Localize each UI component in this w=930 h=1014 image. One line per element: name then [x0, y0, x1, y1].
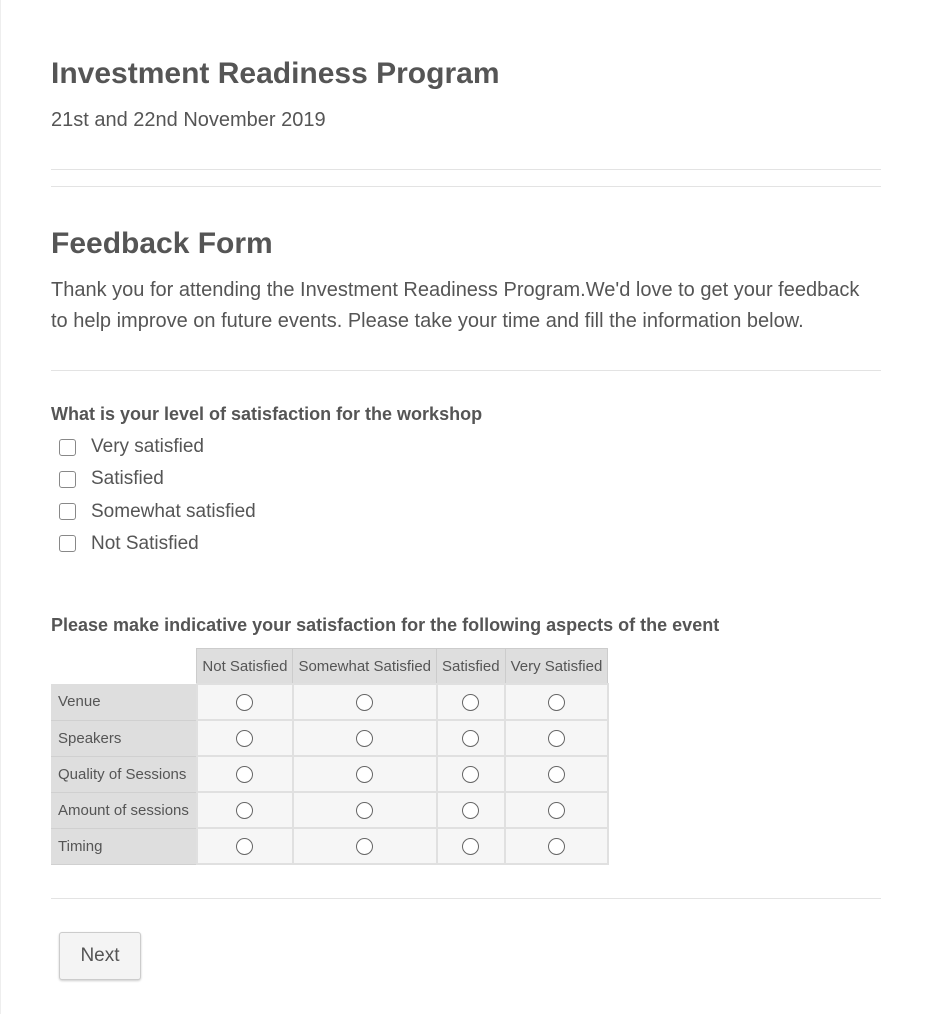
matrix-row: [51, 720, 608, 756]
matrix-cell: [197, 756, 293, 792]
radio-button[interactable]: [236, 838, 253, 855]
matrix-row: [51, 828, 608, 864]
option-label: Satisfied: [91, 468, 164, 490]
row-label: Quality of Sessions: [51, 756, 197, 792]
radio-button[interactable]: [462, 730, 479, 747]
option-label: Not Satisfied: [91, 532, 199, 554]
checkbox[interactable]: [59, 439, 76, 456]
row-label: Venue: [51, 684, 197, 720]
radio-button[interactable]: [236, 730, 253, 747]
matrix-cell: [437, 792, 506, 828]
divider: [51, 169, 881, 170]
row-label: Speakers: [51, 720, 197, 756]
matrix-cell: [505, 684, 608, 720]
radio-button[interactable]: [236, 802, 253, 819]
checkbox[interactable]: [59, 503, 76, 520]
column-header: Very Satisfied: [505, 649, 608, 685]
matrix-cell: [293, 684, 437, 720]
next-button[interactable]: Next: [59, 932, 141, 980]
satisfaction-option[interactable]: [59, 435, 204, 459]
form-intro: Thank you for attending the Investment Readiness Program.We'd love to get your feedback to help improve on future events. Please take your time and fill the information below.: [51, 279, 860, 332]
matrix-cell: [505, 792, 608, 828]
column-header: Not Satisfied: [197, 649, 293, 685]
form-title: Feedback Form: [51, 227, 273, 260]
radio-button[interactable]: [462, 838, 479, 855]
matrix-cell: [293, 828, 437, 864]
matrix-cell: [437, 828, 506, 864]
matrix-row: [51, 792, 608, 828]
matrix-cell: [197, 720, 293, 756]
radio-button[interactable]: [356, 802, 373, 819]
row-label: Amount of sessions: [51, 792, 197, 828]
radio-button[interactable]: [462, 766, 479, 783]
satisfaction-option[interactable]: [59, 500, 256, 524]
matrix-cell: [437, 684, 506, 720]
checkbox[interactable]: [59, 471, 76, 488]
divider: [51, 186, 881, 187]
matrix-cell: [293, 720, 437, 756]
question-satisfaction-label: What is your level of satisfaction for the workshop: [51, 404, 483, 424]
matrix-cell: [293, 756, 437, 792]
radio-button[interactable]: [548, 802, 565, 819]
matrix-cell: [437, 756, 506, 792]
option-label: Somewhat satisfied: [91, 500, 256, 522]
radio-button[interactable]: [548, 694, 565, 711]
radio-button[interactable]: [548, 838, 565, 855]
matrix-cell: [197, 684, 293, 720]
radio-button[interactable]: [236, 766, 253, 783]
option-label: Very satisfied: [91, 436, 204, 457]
column-header: Somewhat Satisfied: [293, 649, 437, 685]
radio-button[interactable]: [462, 694, 479, 711]
radio-button[interactable]: [462, 802, 479, 819]
radio-button[interactable]: [548, 730, 565, 747]
matrix-cell: [505, 828, 608, 864]
radio-button[interactable]: [548, 766, 565, 783]
matrix-cell: [505, 756, 608, 792]
radio-button[interactable]: [356, 838, 373, 855]
satisfaction-option[interactable]: [59, 467, 164, 491]
matrix-cell: [505, 720, 608, 756]
radio-button[interactable]: [356, 694, 373, 711]
radio-button[interactable]: [236, 694, 253, 711]
radio-button[interactable]: [356, 766, 373, 783]
matrix-cell: [197, 792, 293, 828]
matrix-cell: [293, 792, 437, 828]
matrix-cell: [197, 828, 293, 864]
matrix-cell: [437, 720, 506, 756]
satisfaction-option[interactable]: [59, 532, 199, 556]
divider: [51, 370, 881, 371]
radio-button[interactable]: [356, 730, 373, 747]
matrix-row: [51, 756, 608, 792]
program-title: Investment Readiness Program: [51, 57, 500, 90]
divider: [51, 898, 881, 899]
checkbox[interactable]: [59, 535, 76, 552]
event-date: 21st and 22nd November 2019: [51, 109, 326, 131]
question-aspects-label: Please make indicative your satisfaction for the following aspects of the event: [51, 615, 720, 635]
row-label: Timing: [51, 828, 197, 864]
satisfaction-matrix: [51, 648, 609, 865]
matrix-row: [51, 684, 608, 720]
column-header: Satisfied: [437, 649, 506, 685]
